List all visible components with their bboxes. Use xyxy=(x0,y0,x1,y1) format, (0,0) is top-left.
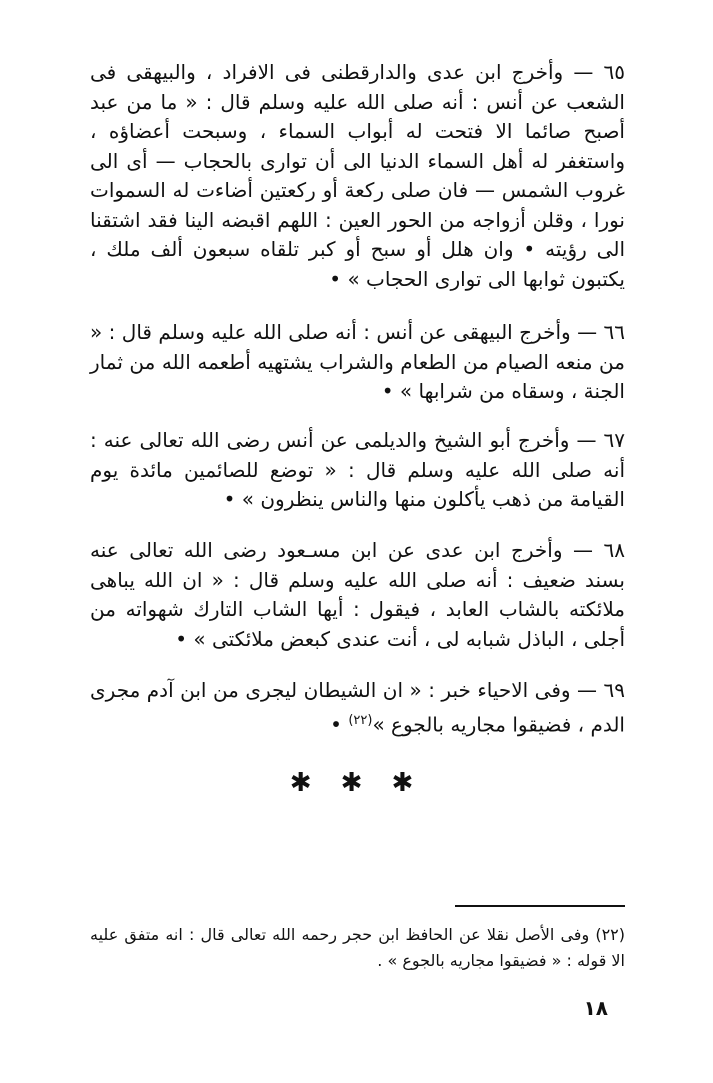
paragraph-66-text: ٦٦ — وأخرج البيهقى عن أنس : أنه صلى الله عليه وسلم قال : « من منعه الصيام من الطعام والشراب يشتهيه أطعمه الله من ثمار الجنة ، وسقاه من شرابها » • xyxy=(90,320,625,403)
paragraph-65 xyxy=(90,58,625,294)
footnote xyxy=(90,922,625,974)
paragraph-69-tail: • xyxy=(330,712,349,737)
paragraph-68 xyxy=(90,536,625,654)
paragraph-69 xyxy=(90,676,625,740)
paragraph-65-text: ٦٥ — وأخرج ابن عدى والدارقطنى فى الافراد ، والبيهقى فى الشعب عن أنس : أنه صلى الله عليه وسلم قال : « ما من عبد أصبح صائما الا فتحت له أبواب السماء ، وسبحت أعضاؤه ، واستغفر له أهل السماء الدنيا الى أن توارى بالحجاب — أى الى غروب الشمس — فان صلى ركعة أو ركعتين أضاءت له السموات نورا ، وقلن أزواجه من الحور العين : اللهم اقبضه الينا فقد اشتقنا الى رؤيته • وان هلل أو سبح أو كبر تلقاه سبعون ألف ملك ، يكتبون ثوابها الى توارى الحجاب » • xyxy=(90,60,625,291)
footnote-divider xyxy=(455,905,625,907)
page-number: ١٨ xyxy=(583,996,608,1020)
paragraph-69-text: ٦٩ — وفى الاحياء خبر : « ان الشيطان ليجرى من ابن آدم مجرى الدم ، فضيقوا مجاريه بالجوع » xyxy=(90,678,625,737)
footnote-reference: (٢٢) xyxy=(348,712,373,728)
paragraph-67 xyxy=(90,426,625,515)
paragraph-67-text: ٦٧ — وأخرج أبو الشيخ والديلمى عن أنس رضى الله تعالى عنه : أنه صلى الله عليه وسلم قال : « توضع للصائمين مائدة يوم القيامة من ذهب يأكلون منها والناس ينظرون » • xyxy=(90,428,625,511)
footnote-text: (٢٢) وفى الأصل نقلا عن الحافظ ابن حجر رحمه الله تعالى قال : انه متفق عليه الا قوله : « فضيقوا مجاريه بالجوع » . xyxy=(90,925,625,970)
section-separator-stars: ✱ ✱ ✱ xyxy=(289,768,424,798)
paragraph-66 xyxy=(90,318,625,407)
paragraph-68-text: ٦٨ — وأخرج ابن عدى عن ابن مسـعود رضى الله تعالى عنه بسند ضعيف : أنه صلى الله عليه وسلم قال : « ان الله يباهى ملائكته بالشاب العابد ، فيقول : أيها الشاب التارك شهواته من أجلى ، الباذل شبابه لى ، أنت عندى كبعض ملائكتى » • xyxy=(90,538,625,651)
